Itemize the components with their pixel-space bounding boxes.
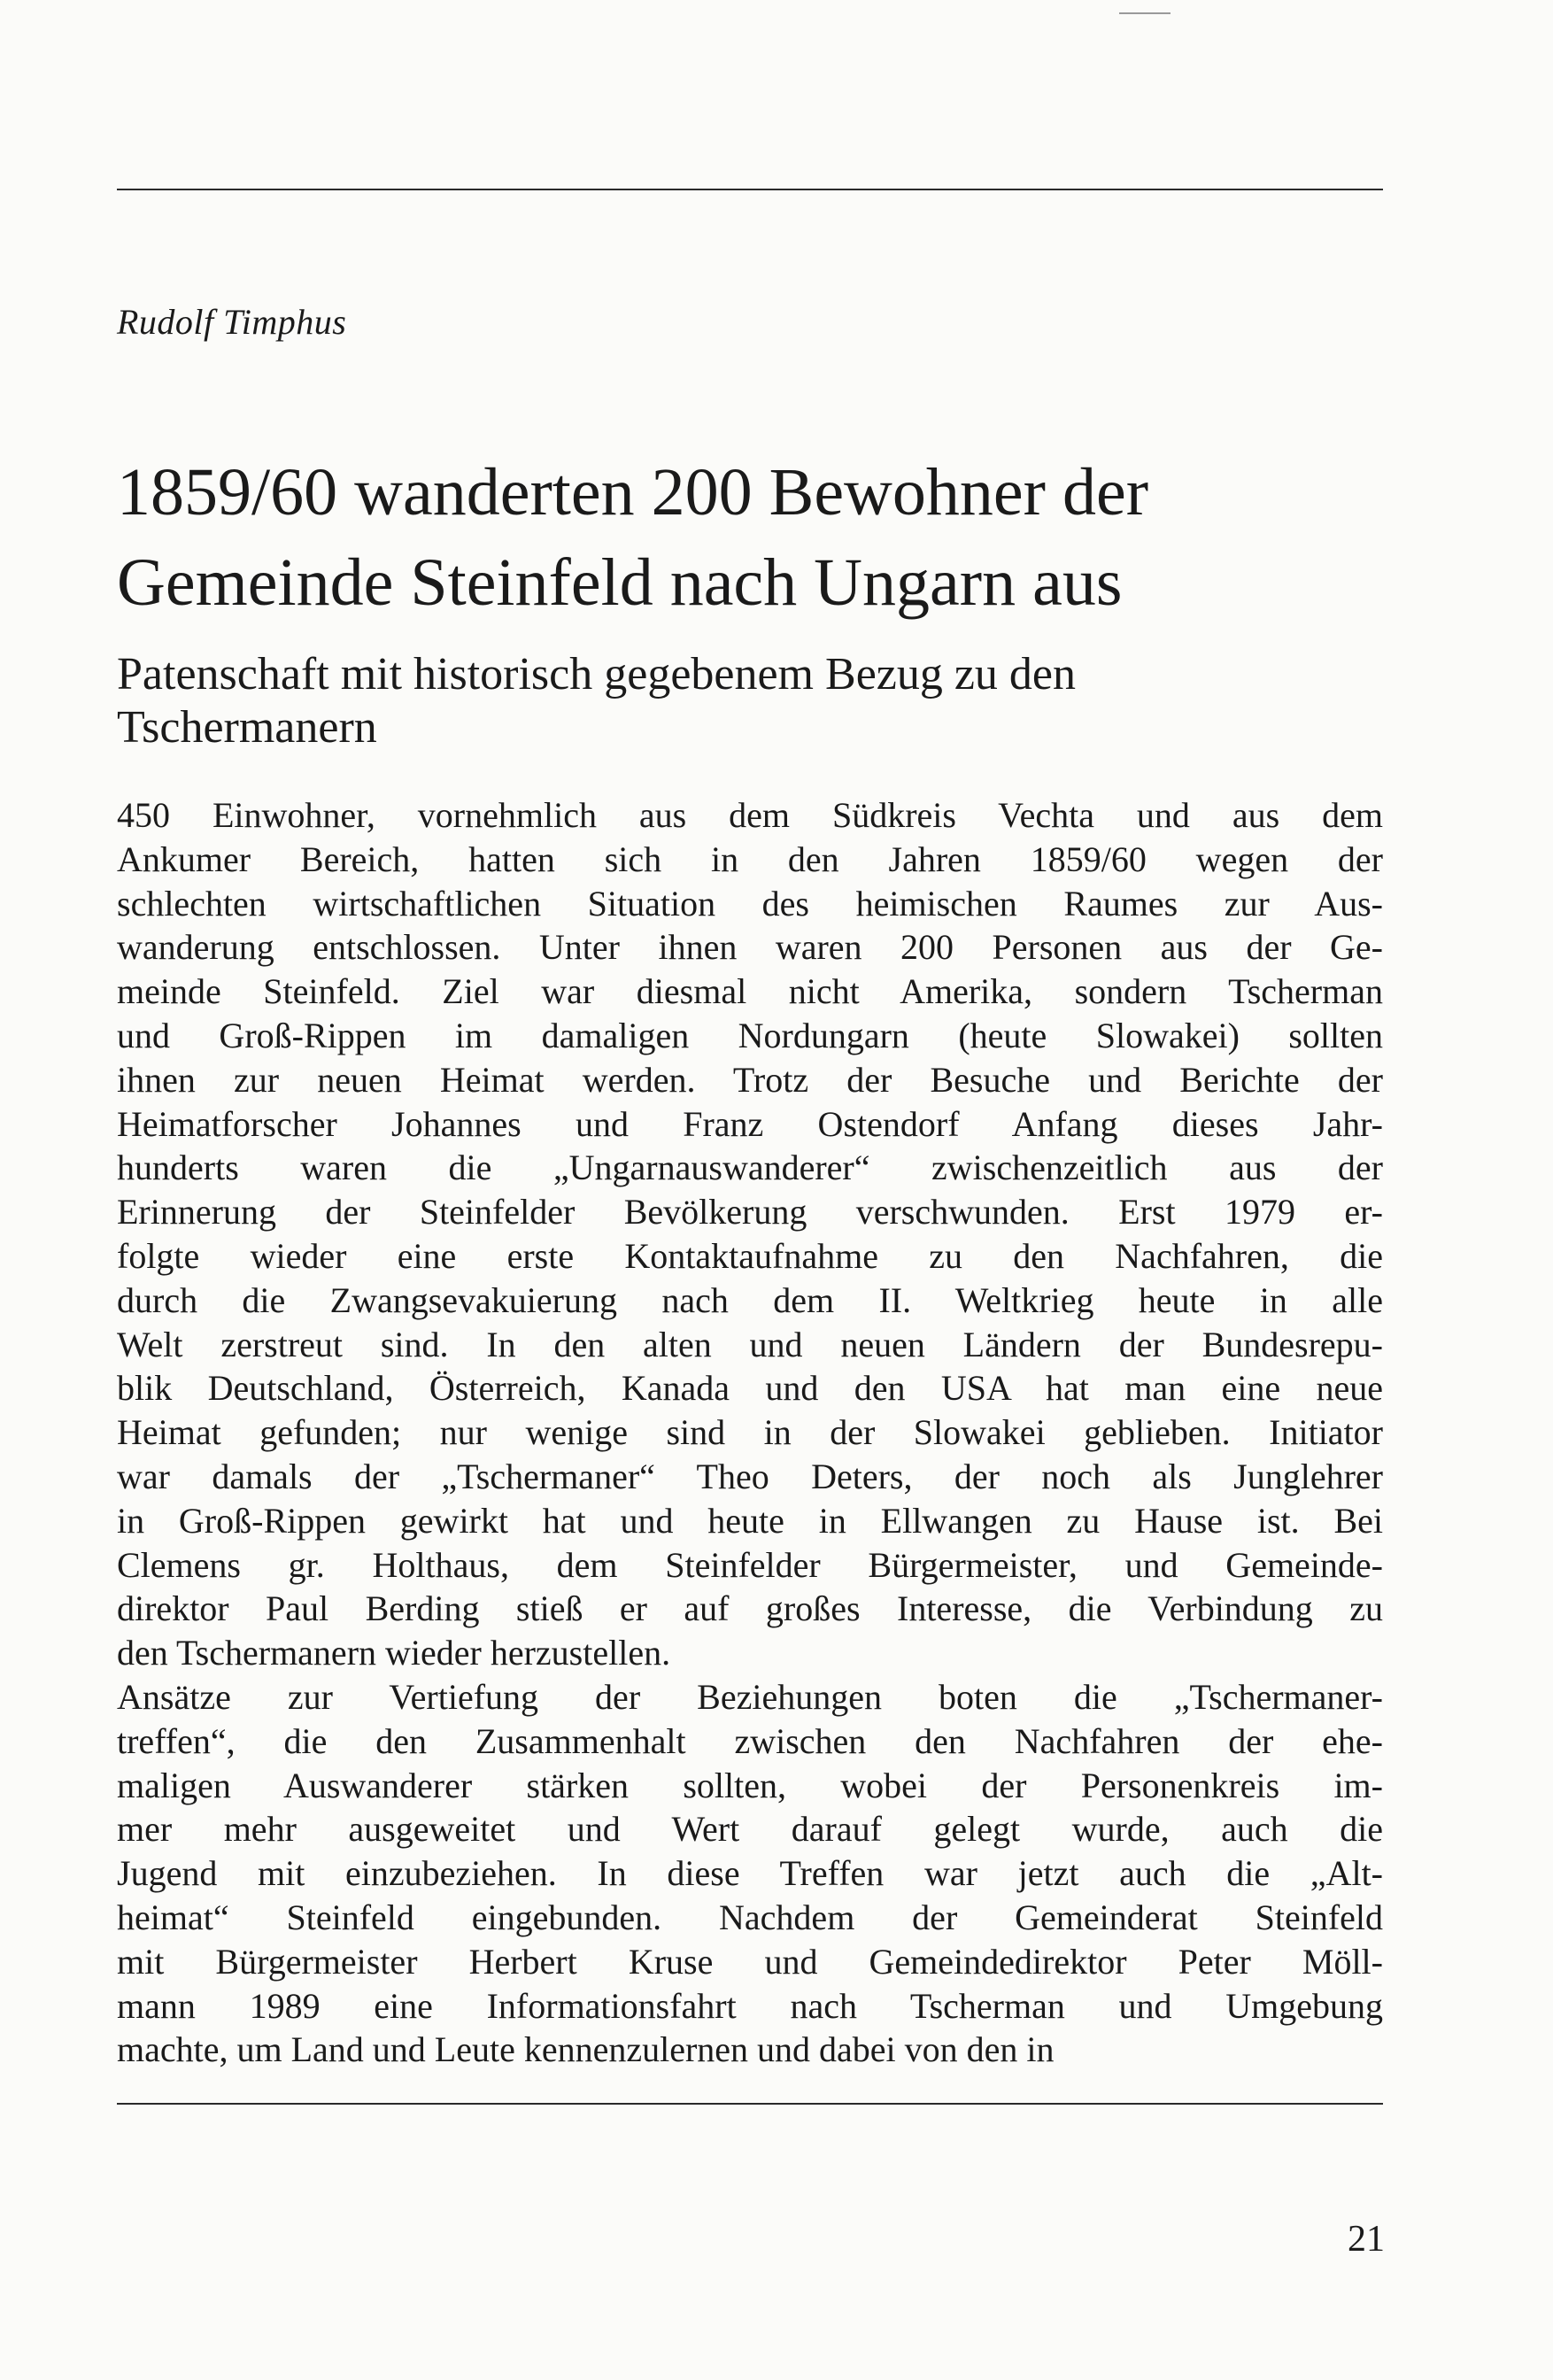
body-line: Ankumer Bereich, hatten sich in den Jahren 1859/60 wegen der bbox=[117, 838, 1383, 879]
body-line: mann 1989 eine Informationsfahrt nach Tscherman und Umgebung bbox=[117, 1985, 1383, 2026]
header-rule bbox=[117, 189, 1383, 190]
author-name: Rudolf Timphus bbox=[117, 302, 347, 342]
body-line: schlechten wirtschaftlichen Situation des heimischen Raumes zur Aus- bbox=[117, 883, 1383, 923]
body-line: treffen“, die den Zusammenhalt zwischen den Nachfahren der ehe- bbox=[117, 1720, 1383, 1761]
body-line: folgte wieder eine erste Kontaktaufnahme zu den Nachfahren, die bbox=[117, 1235, 1383, 1276]
body-line: direktor Paul Berding stieß er auf großes Interesse, die Verbindung zu bbox=[117, 1588, 1383, 1629]
article-subtitle bbox=[117, 648, 1392, 754]
body-line: hunderts waren die „Ungarnauswanderer“ zwischenzeitlich aus der bbox=[117, 1148, 1383, 1188]
article-title-line: Gemeinde Steinfeld nach Ungarn aus bbox=[117, 545, 1123, 620]
body-line: Welt zerstreut sind. In den alten und neuen Ländern der Bundesrepu- bbox=[117, 1324, 1383, 1364]
body-line: mit Bürgermeister Herbert Kruse und Gemeindedirektor Peter Möll- bbox=[117, 1941, 1383, 1982]
body-line: Ansätze zur Vertiefung der Beziehungen boten die „Tschermaner- bbox=[117, 1676, 1383, 1717]
body-line: meinde Steinfeld. Ziel war diesmal nicht Amerika, sondern Tscherman bbox=[117, 971, 1383, 1012]
body-line: heimat“ Steinfeld eingebunden. Nachdem der Gemeinderat Steinfeld bbox=[117, 1897, 1383, 1937]
body-line: in Groß-Rippen gewirkt hat und heute in Ellwangen zu Hause ist. Bei bbox=[117, 1500, 1383, 1541]
body-line: blik Deutschland, Österreich, Kanada und den USA hat man eine neue bbox=[117, 1368, 1383, 1409]
body-line: wanderung entschlossen. Unter ihnen waren 200 Personen aus der Ge- bbox=[117, 927, 1383, 968]
article-body bbox=[117, 793, 1383, 2072]
body-line: durch die Zwangsevakuierung nach dem II. Weltkrieg heute in alle bbox=[117, 1279, 1383, 1320]
footer-rule bbox=[117, 2103, 1383, 2105]
body-line: ihnen zur neuen Heimat werden. Trotz der Besuche und Berichte der bbox=[117, 1059, 1383, 1100]
body-line: maligen Auswanderer stärken sollten, wobei der Personenkreis im- bbox=[117, 1765, 1383, 1805]
article-title-line: 1859/60 wanderten 200 Bewohner der bbox=[117, 455, 1149, 529]
body-line: war damals der „Tschermaner“ Theo Deters, der noch als Junglehrer bbox=[117, 1456, 1383, 1496]
body-line: Erinnerung der Steinfelder Bevölkerung verschwunden. Erst 1979 er- bbox=[117, 1192, 1383, 1232]
body-line: Heimatforscher Johannes und Franz Ostendorf Anfang dieses Jahr- bbox=[117, 1103, 1383, 1144]
body-line: Jugend mit einzubeziehen. In diese Treffen war jetzt auch die „Alt- bbox=[117, 1853, 1383, 1894]
body-line: Clemens gr. Holthaus, dem Steinfelder Bürgermeister, und Gemeinde- bbox=[117, 1544, 1383, 1585]
body-line: den Tschermanern wieder herzustellen. bbox=[117, 1633, 671, 1673]
article-subtitle-line: Tschermanern bbox=[117, 702, 377, 753]
article-subtitle-line: Patenschaft mit historisch gegebenem Bezug zu den bbox=[117, 649, 1077, 699]
page-number: 21 bbox=[1348, 2219, 1385, 2260]
body-line: und Groß-Rippen im damaligen Nordungarn (heute Slowakei) sollten bbox=[117, 1015, 1383, 1055]
body-line: 450 Einwohner, vornehmlich aus dem Südkreis Vechta und aus dem bbox=[117, 795, 1383, 835]
article-title bbox=[117, 447, 1392, 628]
body-line: mer mehr ausgeweitet und Wert darauf gelegt wurde, auch die bbox=[117, 1809, 1383, 1850]
body-line: machte, um Land und Leute kennenzulernen und dabei von den in bbox=[117, 2029, 1055, 2070]
body-line: Heimat gefunden; nur wenige sind in der Slowakei geblieben. Initiator bbox=[117, 1412, 1383, 1453]
scan-mark bbox=[1119, 12, 1171, 14]
